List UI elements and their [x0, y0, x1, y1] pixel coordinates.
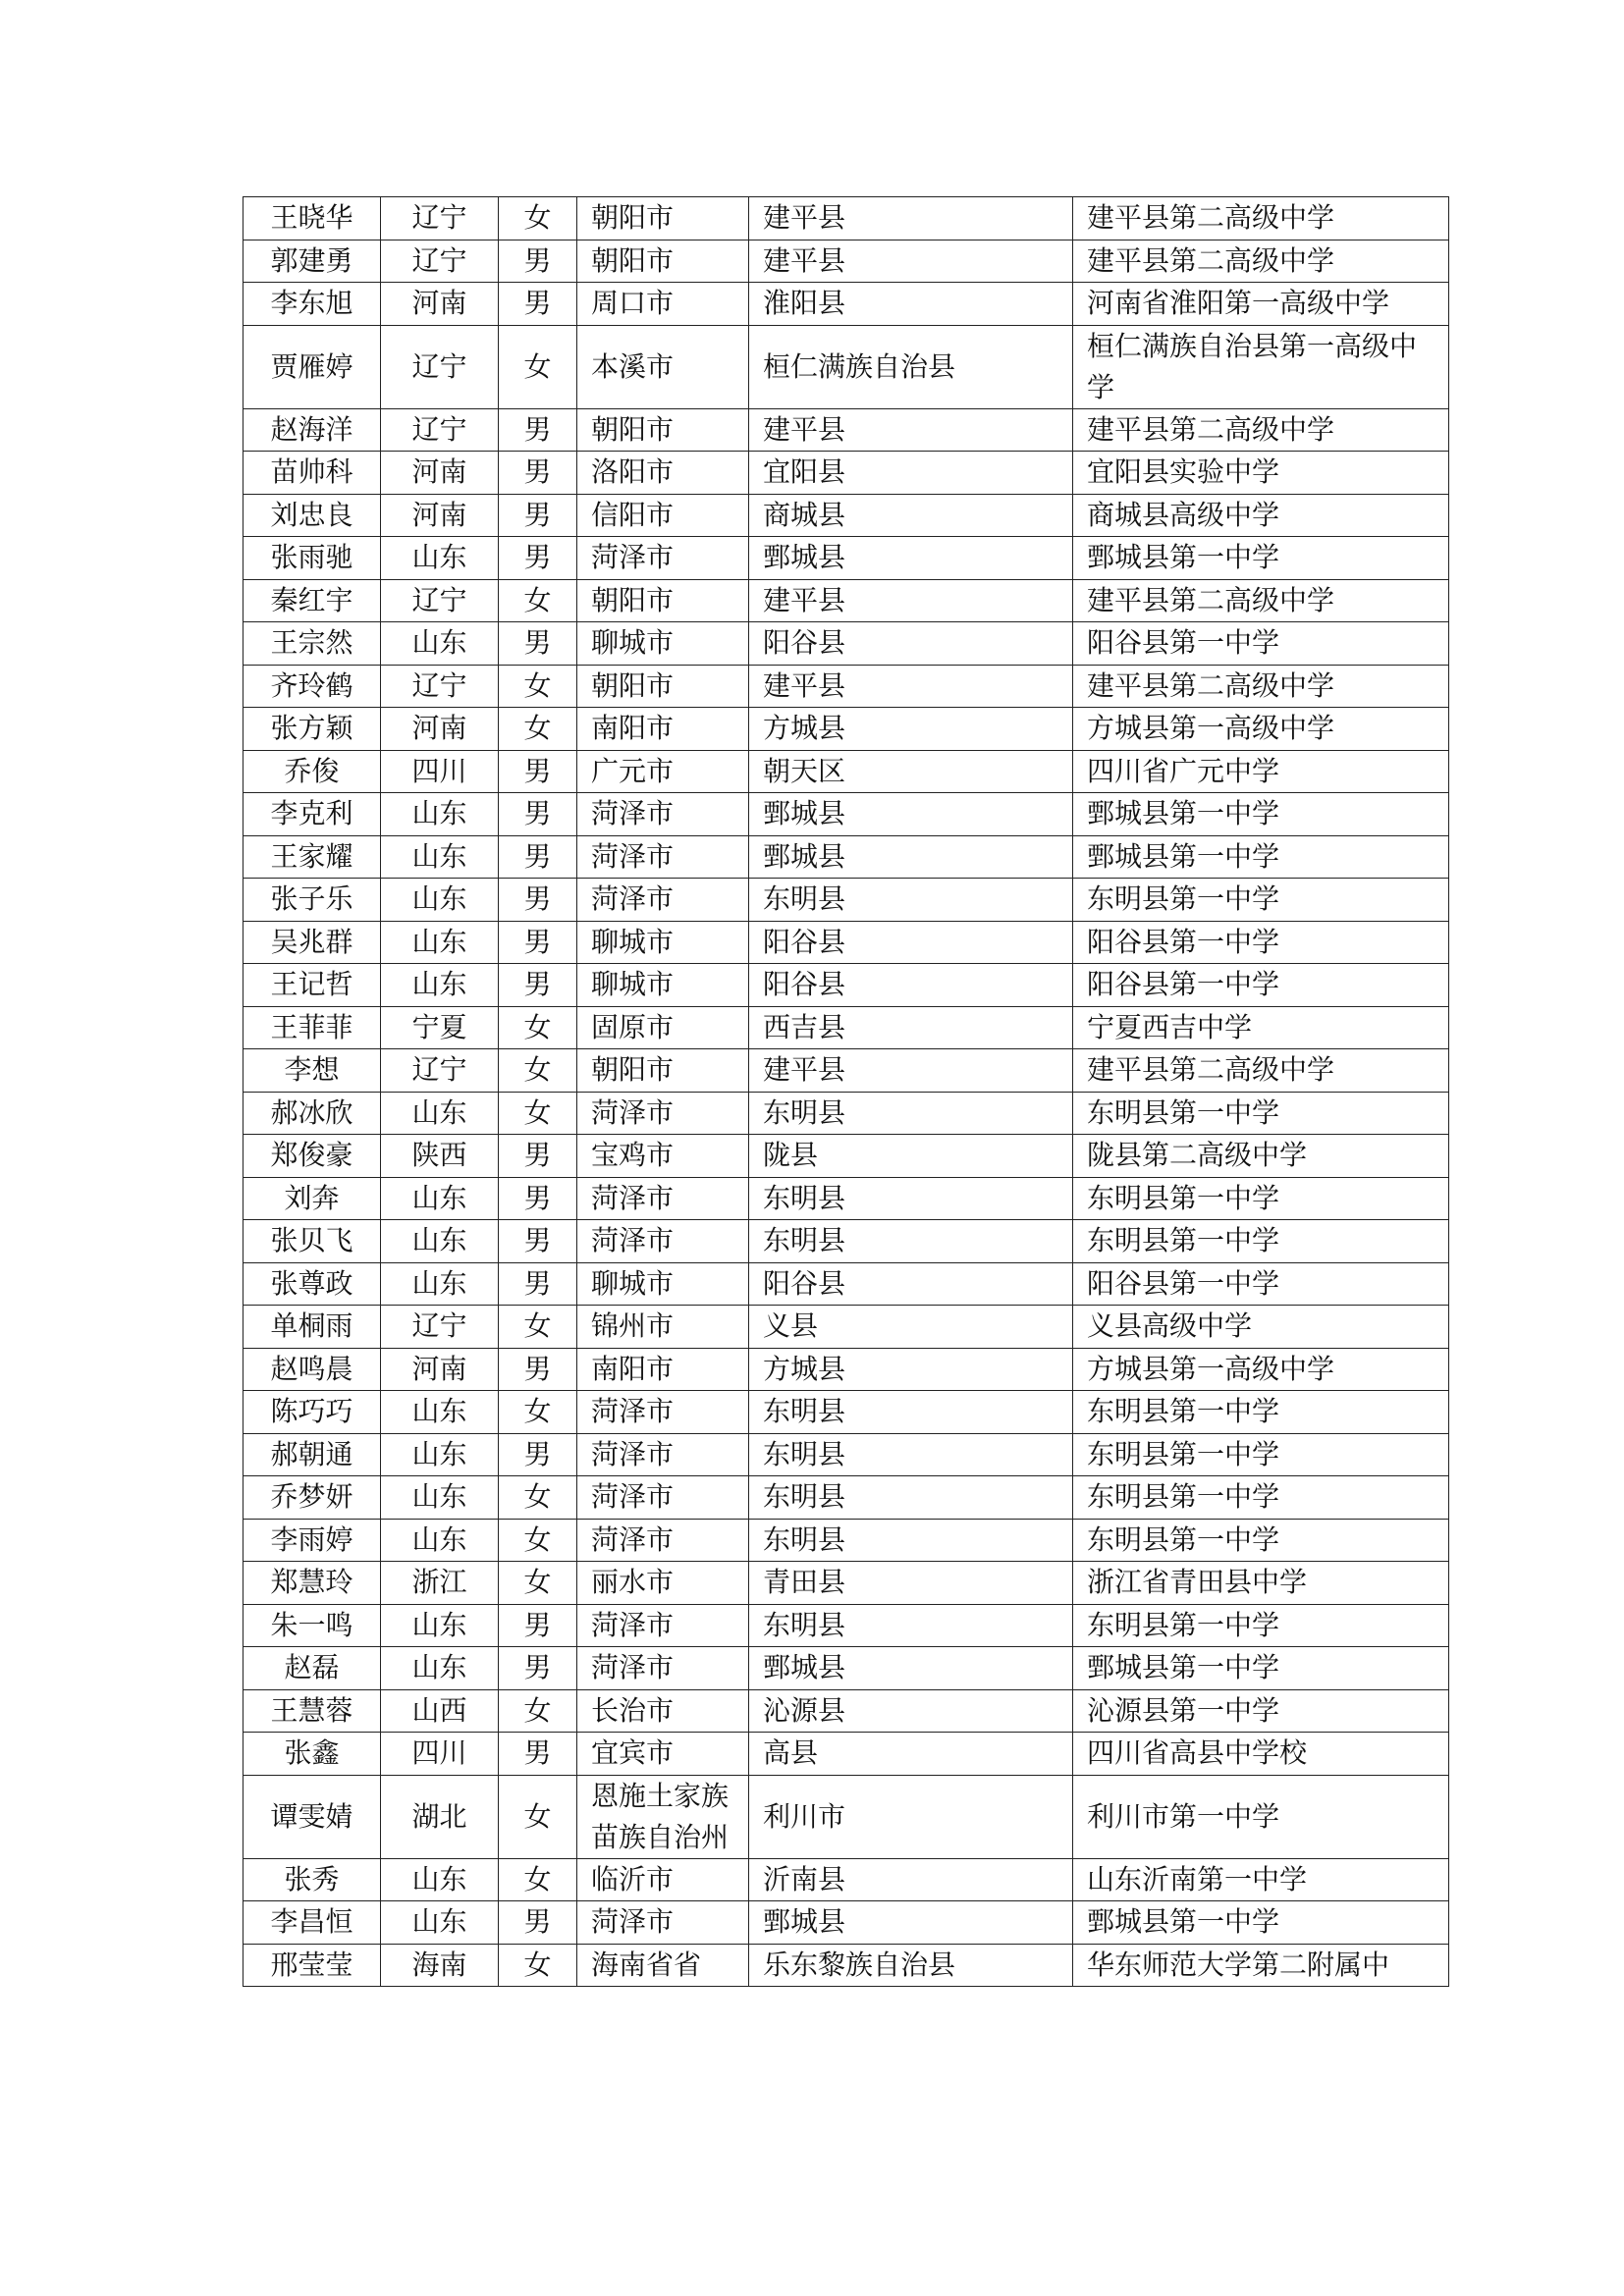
- province-cell: 山东: [381, 1647, 499, 1690]
- school-cell: 四川省高县中学校: [1073, 1733, 1449, 1776]
- student-name-cell: 郑俊豪: [244, 1135, 381, 1178]
- student-name-cell: 郝朝通: [244, 1433, 381, 1476]
- sex-cell: 男: [499, 1220, 577, 1263]
- student-name-cell: 秦红宇: [244, 579, 381, 622]
- province-cell: 山东: [381, 1433, 499, 1476]
- student-name-cell: 张贝飞: [244, 1220, 381, 1263]
- city-cell: 朝阳市: [577, 665, 749, 708]
- student-name-cell: 张雨驰: [244, 537, 381, 580]
- school-cell: 宁夏西吉中学: [1073, 1006, 1449, 1049]
- student-name-cell: 刘奔: [244, 1177, 381, 1220]
- school-cell: 东明县第一中学: [1073, 1604, 1449, 1647]
- student-roster-table: [243, 196, 1449, 1987]
- sex-cell: 男: [499, 1177, 577, 1220]
- province-cell: 辽宁: [381, 1049, 499, 1093]
- student-name-cell: 赵鸣晨: [244, 1348, 381, 1391]
- table-row: [244, 1433, 1449, 1476]
- county-cell: 阳谷县: [749, 921, 1073, 964]
- school-cell: 山东沂南第一中学: [1073, 1858, 1449, 1901]
- city-cell: 菏泽市: [577, 1177, 749, 1220]
- table-row: [244, 494, 1449, 537]
- city-cell: 锦州市: [577, 1306, 749, 1349]
- table-row: [244, 1135, 1449, 1178]
- student-name-cell: 齐玲鹤: [244, 665, 381, 708]
- school-cell: 利川市第一中学: [1073, 1775, 1449, 1858]
- table-row: [244, 879, 1449, 922]
- province-cell: 山东: [381, 964, 499, 1007]
- table-row: [244, 1562, 1449, 1605]
- school-cell: 东明县第一中学: [1073, 879, 1449, 922]
- province-cell: 辽宁: [381, 325, 499, 408]
- sex-cell: 女: [499, 1306, 577, 1349]
- table-row: [244, 1092, 1449, 1135]
- school-cell: 建平县第二高级中学: [1073, 1049, 1449, 1093]
- school-cell: 沁源县第一中学: [1073, 1689, 1449, 1733]
- county-cell: 宜阳县: [749, 452, 1073, 495]
- city-cell: 朝阳市: [577, 579, 749, 622]
- school-cell: 建平县第二高级中学: [1073, 665, 1449, 708]
- sex-cell: 男: [499, 452, 577, 495]
- city-cell: 菏泽市: [577, 793, 749, 836]
- table-row: [244, 1901, 1449, 1945]
- school-cell: 鄄城县第一中学: [1073, 1647, 1449, 1690]
- city-cell: 本溪市: [577, 325, 749, 408]
- school-cell: 鄄城县第一中学: [1073, 835, 1449, 879]
- student-name-cell: 王家耀: [244, 835, 381, 879]
- province-cell: 陕西: [381, 1135, 499, 1178]
- table-row: [244, 964, 1449, 1007]
- county-cell: 淮阳县: [749, 283, 1073, 326]
- province-cell: 四川: [381, 1733, 499, 1776]
- school-cell: 华东师范大学第二附属中: [1073, 1944, 1449, 1987]
- county-cell: 方城县: [749, 1348, 1073, 1391]
- county-cell: 高县: [749, 1733, 1073, 1776]
- sex-cell: 男: [499, 1348, 577, 1391]
- city-cell: 固原市: [577, 1006, 749, 1049]
- sex-cell: 男: [499, 283, 577, 326]
- sex-cell: 女: [499, 1775, 577, 1858]
- province-cell: 河南: [381, 452, 499, 495]
- sex-cell: 女: [499, 1562, 577, 1605]
- county-cell: 阳谷县: [749, 1262, 1073, 1306]
- sex-cell: 男: [499, 1135, 577, 1178]
- city-cell: 菏泽市: [577, 1901, 749, 1945]
- student-name-cell: 王宗然: [244, 622, 381, 666]
- table-row: [244, 408, 1449, 452]
- city-cell: 聊城市: [577, 1262, 749, 1306]
- city-cell: 朝阳市: [577, 197, 749, 240]
- sex-cell: 女: [499, 325, 577, 408]
- school-cell: 东明县第一中学: [1073, 1476, 1449, 1520]
- province-cell: 辽宁: [381, 408, 499, 452]
- table-row: [244, 1775, 1449, 1858]
- city-cell: 聊城市: [577, 921, 749, 964]
- county-cell: 建平县: [749, 197, 1073, 240]
- school-cell: 建平县第二高级中学: [1073, 408, 1449, 452]
- province-cell: 山东: [381, 537, 499, 580]
- roster-body: [244, 197, 1449, 1987]
- county-cell: 东明县: [749, 1092, 1073, 1135]
- school-cell: 东明县第一中学: [1073, 1519, 1449, 1562]
- city-cell: 菏泽市: [577, 1220, 749, 1263]
- county-cell: 方城县: [749, 708, 1073, 751]
- county-cell: 青田县: [749, 1562, 1073, 1605]
- student-name-cell: 王慧蓉: [244, 1689, 381, 1733]
- student-name-cell: 贾雁婷: [244, 325, 381, 408]
- student-name-cell: 谭雯婧: [244, 1775, 381, 1858]
- student-name-cell: 李克利: [244, 793, 381, 836]
- county-cell: 东明县: [749, 1391, 1073, 1434]
- county-cell: 沁源县: [749, 1689, 1073, 1733]
- city-cell: 长治市: [577, 1689, 749, 1733]
- sex-cell: 男: [499, 1433, 577, 1476]
- county-cell: 东明县: [749, 1433, 1073, 1476]
- table-row: [244, 921, 1449, 964]
- student-name-cell: 乔梦妍: [244, 1476, 381, 1520]
- province-cell: 山东: [381, 1519, 499, 1562]
- city-cell: 菏泽市: [577, 1604, 749, 1647]
- table-row: [244, 197, 1449, 240]
- sex-cell: 女: [499, 1476, 577, 1520]
- province-cell: 海南: [381, 1944, 499, 1987]
- province-cell: 辽宁: [381, 197, 499, 240]
- school-cell: 建平县第二高级中学: [1073, 197, 1449, 240]
- county-cell: 阳谷县: [749, 622, 1073, 666]
- school-cell: 东明县第一中学: [1073, 1220, 1449, 1263]
- sex-cell: 女: [499, 1049, 577, 1093]
- sex-cell: 男: [499, 750, 577, 793]
- school-cell: 东明县第一中学: [1073, 1177, 1449, 1220]
- sex-cell: 男: [499, 793, 577, 836]
- city-cell: 洛阳市: [577, 452, 749, 495]
- province-cell: 山东: [381, 1391, 499, 1434]
- sex-cell: 女: [499, 1519, 577, 1562]
- table-row: [244, 579, 1449, 622]
- student-name-cell: 赵磊: [244, 1647, 381, 1690]
- student-name-cell: 赵海洋: [244, 408, 381, 452]
- province-cell: 山西: [381, 1689, 499, 1733]
- sex-cell: 男: [499, 921, 577, 964]
- school-cell: 鄄城县第一中学: [1073, 1901, 1449, 1945]
- student-name-cell: 郑慧玲: [244, 1562, 381, 1605]
- student-name-cell: 张方颖: [244, 708, 381, 751]
- county-cell: 建平县: [749, 579, 1073, 622]
- city-cell: 宝鸡市: [577, 1135, 749, 1178]
- school-cell: 阳谷县第一中学: [1073, 622, 1449, 666]
- student-name-cell: 张鑫: [244, 1733, 381, 1776]
- student-roster-page: [243, 196, 1448, 1987]
- province-cell: 河南: [381, 708, 499, 751]
- school-cell: 阳谷县第一中学: [1073, 1262, 1449, 1306]
- county-cell: 建平县: [749, 408, 1073, 452]
- city-cell: 菏泽市: [577, 835, 749, 879]
- county-cell: 西吉县: [749, 1006, 1073, 1049]
- county-cell: 商城县: [749, 494, 1073, 537]
- county-cell: 东明县: [749, 1519, 1073, 1562]
- school-cell: 东明县第一中学: [1073, 1092, 1449, 1135]
- table-row: [244, 835, 1449, 879]
- student-name-cell: 单桐雨: [244, 1306, 381, 1349]
- sex-cell: 女: [499, 1391, 577, 1434]
- table-row: [244, 1049, 1449, 1093]
- student-name-cell: 李想: [244, 1049, 381, 1093]
- city-cell: 朝阳市: [577, 240, 749, 283]
- table-row: [244, 708, 1449, 751]
- province-cell: 山东: [381, 793, 499, 836]
- county-cell: 阳谷县: [749, 964, 1073, 1007]
- county-cell: 东明县: [749, 879, 1073, 922]
- school-cell: 方城县第一高级中学: [1073, 1348, 1449, 1391]
- sex-cell: 男: [499, 537, 577, 580]
- province-cell: 辽宁: [381, 1306, 499, 1349]
- city-cell: 菏泽市: [577, 1391, 749, 1434]
- province-cell: 山东: [381, 1177, 499, 1220]
- table-row: [244, 1733, 1449, 1776]
- county-cell: 利川市: [749, 1775, 1073, 1858]
- province-cell: 辽宁: [381, 579, 499, 622]
- table-row: [244, 1604, 1449, 1647]
- table-row: [244, 622, 1449, 666]
- table-row: [244, 240, 1449, 283]
- county-cell: 建平县: [749, 240, 1073, 283]
- county-cell: 东明县: [749, 1476, 1073, 1520]
- student-name-cell: 王菲菲: [244, 1006, 381, 1049]
- province-cell: 山东: [381, 1604, 499, 1647]
- sex-cell: 女: [499, 665, 577, 708]
- sex-cell: 男: [499, 622, 577, 666]
- sex-cell: 男: [499, 1901, 577, 1945]
- province-cell: 辽宁: [381, 665, 499, 708]
- table-row: [244, 537, 1449, 580]
- student-name-cell: 李雨婷: [244, 1519, 381, 1562]
- county-cell: 桓仁满族自治县: [749, 325, 1073, 408]
- school-cell: 东明县第一中学: [1073, 1433, 1449, 1476]
- city-cell: 丽水市: [577, 1562, 749, 1605]
- sex-cell: 女: [499, 708, 577, 751]
- sex-cell: 男: [499, 1733, 577, 1776]
- table-row: [244, 1647, 1449, 1690]
- table-row: [244, 1944, 1449, 1987]
- student-name-cell: 陈巧巧: [244, 1391, 381, 1434]
- province-cell: 山东: [381, 835, 499, 879]
- county-cell: 义县: [749, 1306, 1073, 1349]
- school-cell: 鄄城县第一中学: [1073, 793, 1449, 836]
- table-row: [244, 1177, 1449, 1220]
- table-row: [244, 1391, 1449, 1434]
- city-cell: 菏泽市: [577, 537, 749, 580]
- sex-cell: 男: [499, 1604, 577, 1647]
- school-cell: 河南省淮阳第一高级中学: [1073, 283, 1449, 326]
- province-cell: 山东: [381, 879, 499, 922]
- county-cell: 东明县: [749, 1177, 1073, 1220]
- city-cell: 菏泽市: [577, 879, 749, 922]
- student-name-cell: 苗帅科: [244, 452, 381, 495]
- city-cell: 南阳市: [577, 1348, 749, 1391]
- student-name-cell: 张子乐: [244, 879, 381, 922]
- table-row: [244, 1348, 1449, 1391]
- city-cell: 宜宾市: [577, 1733, 749, 1776]
- city-cell: 朝阳市: [577, 1049, 749, 1093]
- city-cell: 菏泽市: [577, 1647, 749, 1690]
- school-cell: 建平县第二高级中学: [1073, 240, 1449, 283]
- student-name-cell: 李东旭: [244, 283, 381, 326]
- province-cell: 四川: [381, 750, 499, 793]
- sex-cell: 女: [499, 579, 577, 622]
- school-cell: 商城县高级中学: [1073, 494, 1449, 537]
- table-row: [244, 665, 1449, 708]
- city-cell: 南阳市: [577, 708, 749, 751]
- province-cell: 山东: [381, 1220, 499, 1263]
- student-name-cell: 乔俊: [244, 750, 381, 793]
- student-name-cell: 王记哲: [244, 964, 381, 1007]
- table-row: [244, 1519, 1449, 1562]
- province-cell: 河南: [381, 494, 499, 537]
- school-cell: 阳谷县第一中学: [1073, 964, 1449, 1007]
- school-cell: 东明县第一中学: [1073, 1391, 1449, 1434]
- school-cell: 宜阳县实验中学: [1073, 452, 1449, 495]
- student-name-cell: 刘忠良: [244, 494, 381, 537]
- sex-cell: 男: [499, 964, 577, 1007]
- student-name-cell: 吴兆群: [244, 921, 381, 964]
- province-cell: 湖北: [381, 1775, 499, 1858]
- sex-cell: 男: [499, 1262, 577, 1306]
- table-row: [244, 1262, 1449, 1306]
- table-row: [244, 1689, 1449, 1733]
- county-cell: 陇县: [749, 1135, 1073, 1178]
- city-cell: 临沂市: [577, 1858, 749, 1901]
- sex-cell: 女: [499, 1858, 577, 1901]
- student-name-cell: 张秀: [244, 1858, 381, 1901]
- sex-cell: 男: [499, 240, 577, 283]
- table-row: [244, 1476, 1449, 1520]
- province-cell: 山东: [381, 1262, 499, 1306]
- sex-cell: 男: [499, 408, 577, 452]
- county-cell: 乐东黎族自治县: [749, 1944, 1073, 1987]
- student-name-cell: 邢莹莹: [244, 1944, 381, 1987]
- county-cell: 鄄城县: [749, 537, 1073, 580]
- table-row: [244, 325, 1449, 408]
- sex-cell: 女: [499, 1092, 577, 1135]
- city-cell: 菏泽市: [577, 1092, 749, 1135]
- sex-cell: 男: [499, 494, 577, 537]
- province-cell: 河南: [381, 283, 499, 326]
- city-cell: 恩施土家族苗族自治州: [577, 1775, 749, 1858]
- county-cell: 鄄城县: [749, 1647, 1073, 1690]
- sex-cell: 女: [499, 1006, 577, 1049]
- province-cell: 河南: [381, 1348, 499, 1391]
- table-row: [244, 750, 1449, 793]
- county-cell: 鄄城县: [749, 1901, 1073, 1945]
- province-cell: 山东: [381, 1901, 499, 1945]
- school-cell: 阳谷县第一中学: [1073, 921, 1449, 964]
- school-cell: 四川省广元中学: [1073, 750, 1449, 793]
- county-cell: 朝天区: [749, 750, 1073, 793]
- province-cell: 宁夏: [381, 1006, 499, 1049]
- student-name-cell: 郝冰欣: [244, 1092, 381, 1135]
- table-row: [244, 1006, 1449, 1049]
- school-cell: 义县高级中学: [1073, 1306, 1449, 1349]
- county-cell: 沂南县: [749, 1858, 1073, 1901]
- county-cell: 东明县: [749, 1604, 1073, 1647]
- county-cell: 建平县: [749, 1049, 1073, 1093]
- school-cell: 浙江省青田县中学: [1073, 1562, 1449, 1605]
- sex-cell: 女: [499, 197, 577, 240]
- school-cell: 建平县第二高级中学: [1073, 579, 1449, 622]
- city-cell: 聊城市: [577, 964, 749, 1007]
- table-row: [244, 452, 1449, 495]
- school-cell: 方城县第一高级中学: [1073, 708, 1449, 751]
- city-cell: 广元市: [577, 750, 749, 793]
- province-cell: 山东: [381, 921, 499, 964]
- province-cell: 山东: [381, 1476, 499, 1520]
- county-cell: 鄄城县: [749, 835, 1073, 879]
- city-cell: 聊城市: [577, 622, 749, 666]
- student-name-cell: 朱一鸣: [244, 1604, 381, 1647]
- province-cell: 山东: [381, 622, 499, 666]
- county-cell: 鄄城县: [749, 793, 1073, 836]
- city-cell: 菏泽市: [577, 1519, 749, 1562]
- province-cell: 山东: [381, 1858, 499, 1901]
- school-cell: 桓仁满族自治县第一高级中学: [1073, 325, 1449, 408]
- county-cell: 东明县: [749, 1220, 1073, 1263]
- table-row: [244, 1220, 1449, 1263]
- sex-cell: 男: [499, 1647, 577, 1690]
- table-row: [244, 1306, 1449, 1349]
- sex-cell: 女: [499, 1944, 577, 1987]
- table-row: [244, 1858, 1449, 1901]
- school-cell: 陇县第二高级中学: [1073, 1135, 1449, 1178]
- student-name-cell: 张尊政: [244, 1262, 381, 1306]
- sex-cell: 男: [499, 835, 577, 879]
- school-cell: 鄄城县第一中学: [1073, 537, 1449, 580]
- sex-cell: 女: [499, 1689, 577, 1733]
- student-name-cell: 王晓华: [244, 197, 381, 240]
- student-name-cell: 李昌恒: [244, 1901, 381, 1945]
- province-cell: 辽宁: [381, 240, 499, 283]
- province-cell: 浙江: [381, 1562, 499, 1605]
- city-cell: 菏泽市: [577, 1476, 749, 1520]
- city-cell: 周口市: [577, 283, 749, 326]
- city-cell: 菏泽市: [577, 1433, 749, 1476]
- city-cell: 海南省省: [577, 1944, 749, 1987]
- sex-cell: 男: [499, 879, 577, 922]
- province-cell: 山东: [381, 1092, 499, 1135]
- table-row: [244, 793, 1449, 836]
- student-name-cell: 郭建勇: [244, 240, 381, 283]
- table-row: [244, 283, 1449, 326]
- city-cell: 朝阳市: [577, 408, 749, 452]
- county-cell: 建平县: [749, 665, 1073, 708]
- city-cell: 信阳市: [577, 494, 749, 537]
